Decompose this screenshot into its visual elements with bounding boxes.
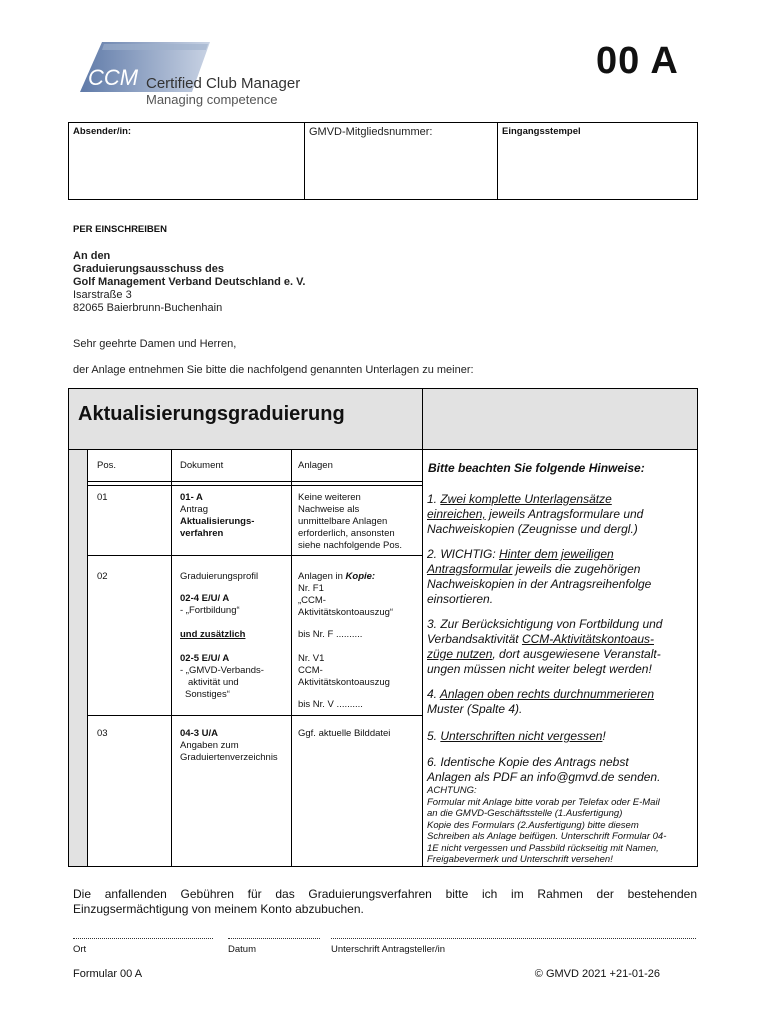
member-number-label: GMVD-Mitgliedsnummer: [309, 126, 433, 138]
row1-document [180, 492, 254, 540]
salutation: Sehr geehrte Damen und Herren, [73, 338, 237, 350]
signature-line[interactable] [331, 938, 696, 939]
header-fields-box [68, 122, 698, 200]
place-label: Ort [73, 944, 87, 955]
att-line: Aktivitätskontoauszug“ [298, 607, 394, 618]
row3-pos: 03 [97, 728, 108, 739]
doc-line: - „GMVD-Verbands- [180, 665, 264, 676]
address-block [73, 250, 305, 315]
row2-document [180, 571, 288, 701]
doc-line: Angaben zum [180, 740, 239, 751]
doc-line: verfahren [180, 528, 224, 539]
form-name: Formular 00 A [73, 968, 143, 980]
signature-label: Unterschrift Antragsteller/in [331, 944, 446, 955]
row2-pos: 02 [97, 571, 108, 582]
att-line: Nr. V1 [298, 653, 325, 664]
col-header-document: Dokument [180, 460, 224, 471]
attention-note: ACHTUNG: Formular mit Anlage bitte vorab per Telefax oder E-Mail an die GMVD-Geschäftsstelle (1.Ausfertigung) Kopie des Formulars (2.Ausfertigung) bitte diesem Schreiben als Anlage beifügen. Unterschrift Formular 04- 1E nicht vergessen und Passbild rückseitig mit Namen, Freigabevermerk und Unterschrift versehen! [427, 785, 667, 865]
doc-line: Antrag [180, 504, 208, 515]
sender-field[interactable] [69, 123, 305, 199]
att-line: siehe nachfolgende Pos. [298, 540, 403, 551]
doc-line: Graduierungsprofil [180, 571, 259, 582]
att-line: Anlagen in [298, 571, 346, 582]
date-line[interactable] [228, 938, 320, 939]
intro-text: der Anlage entnehmen Sie bitte die nachfolgend genannten Unterlagen zu meiner: [73, 364, 474, 376]
hint-2: 2. WICHTIG: Hinter dem jeweiligen Antragsformular jeweils die zugehörigen Nachweiskopien in der Antragsreihenfolge einsortieren. [427, 547, 652, 606]
doc-line: Graduiertenverzeichnis [180, 752, 278, 763]
hint-4: 4. Anlagen oben rechts durchnummerieren Muster (Spalte 4). [427, 687, 655, 716]
att-line: Nachweise als [298, 504, 360, 515]
row3-attachments: Ggf. aktuelle Bilddatei [298, 728, 391, 739]
address-line: An den [73, 250, 111, 262]
address-line: Graduierungsausschuss des [73, 263, 224, 275]
doc-line: 04-3 U/A [180, 728, 219, 739]
att-line: unmittelbare Anlagen [298, 516, 388, 527]
att-line: Aktivitätskontoauszug [298, 677, 390, 688]
col-header-pos: Pos. [97, 460, 117, 471]
att-line: Kopie: [345, 571, 376, 582]
logo-subtitle: Managing competence [146, 92, 278, 107]
copyright: © GMVD 2021 +21-01-26 [534, 968, 660, 980]
att-line: Nr. F1 [298, 583, 324, 594]
stamp-field [498, 123, 697, 199]
att-line: bis Nr. V .......... [298, 699, 363, 710]
hint-3: 3. Zur Berücksichtigung von Fortbildung und Verbandsaktivität CCM-Aktivitätskontoaus- züge nutzen, dort ausgewiesene Veranstalt- ungen müssen nicht weiter belegt werden! [427, 617, 663, 676]
att-line: CCM- [298, 665, 323, 676]
address-line: Golf Management Verband Deutschland e. V. [73, 276, 306, 288]
doc-line: und zusätzlich [180, 629, 246, 640]
ccm-logo-mark: CCM [88, 65, 139, 90]
form-code: 00 A [596, 40, 679, 82]
hints-heading: Bitte beachten Sie folgende Hinweise: [428, 461, 645, 475]
doc-line: Aktualisierungs- [180, 516, 255, 527]
doc-line: 02-4 E/U/ A [180, 593, 230, 604]
table-title: Aktualisierungsgraduierung [78, 403, 345, 425]
stamp-label: Eingangsstempel [502, 126, 581, 137]
fee-text: Die anfallenden Gebühren für das Graduierungsverfahren bitte ich im Rahmen der bestehenden Einzugsermächtigung von meinem Konto abzubuchen. [73, 887, 697, 916]
row1-pos: 01 [97, 492, 108, 503]
doc-line: aktivität und [188, 677, 239, 688]
doc-line: - „Fortbildung“ [180, 605, 240, 616]
row1-attachments [298, 492, 402, 552]
att-line: erforderlich, ansonsten [298, 528, 395, 539]
table-title-row [69, 389, 697, 450]
address-line: 82065 Baierbrunn-Buchenhain [73, 302, 223, 314]
place-line[interactable] [73, 938, 213, 939]
doc-line: 01- A [180, 492, 203, 503]
hint-1: 1. Zwei komplette Unterlagensätze einreichen, jeweils Antragsformulare und Nachweiskopien (Zeugnisse und dergl.) [427, 492, 644, 536]
logo-title: Certified Club Manager [146, 75, 301, 92]
att-line: Keine weiteren [298, 492, 361, 503]
date-label: Datum [228, 944, 256, 955]
documents-table [68, 388, 698, 867]
doc-line: 02-5 E/U/ A [180, 653, 230, 664]
address-line: Isarstraße 3 [73, 289, 132, 301]
row3-document [180, 728, 278, 764]
att-line: bis Nr. F .......... [298, 629, 363, 640]
hint-5: 5. Unterschriften nicht vergessen! [427, 729, 606, 743]
member-number-field[interactable] [305, 123, 498, 199]
sender-label: Absender/in: [73, 126, 132, 137]
att-line: „CCM- [298, 595, 326, 606]
row2-attachments [298, 571, 420, 711]
hint-6: 6. Identische Kopie des Antrags nebst Anlagen als PDF an info@gmvd.de senden. [427, 755, 661, 784]
delivery-mode: PER EINSCHREIBEN [73, 224, 167, 235]
col-header-attachments: Anlagen [298, 460, 333, 471]
doc-line: Sonstiges“ [185, 689, 230, 700]
